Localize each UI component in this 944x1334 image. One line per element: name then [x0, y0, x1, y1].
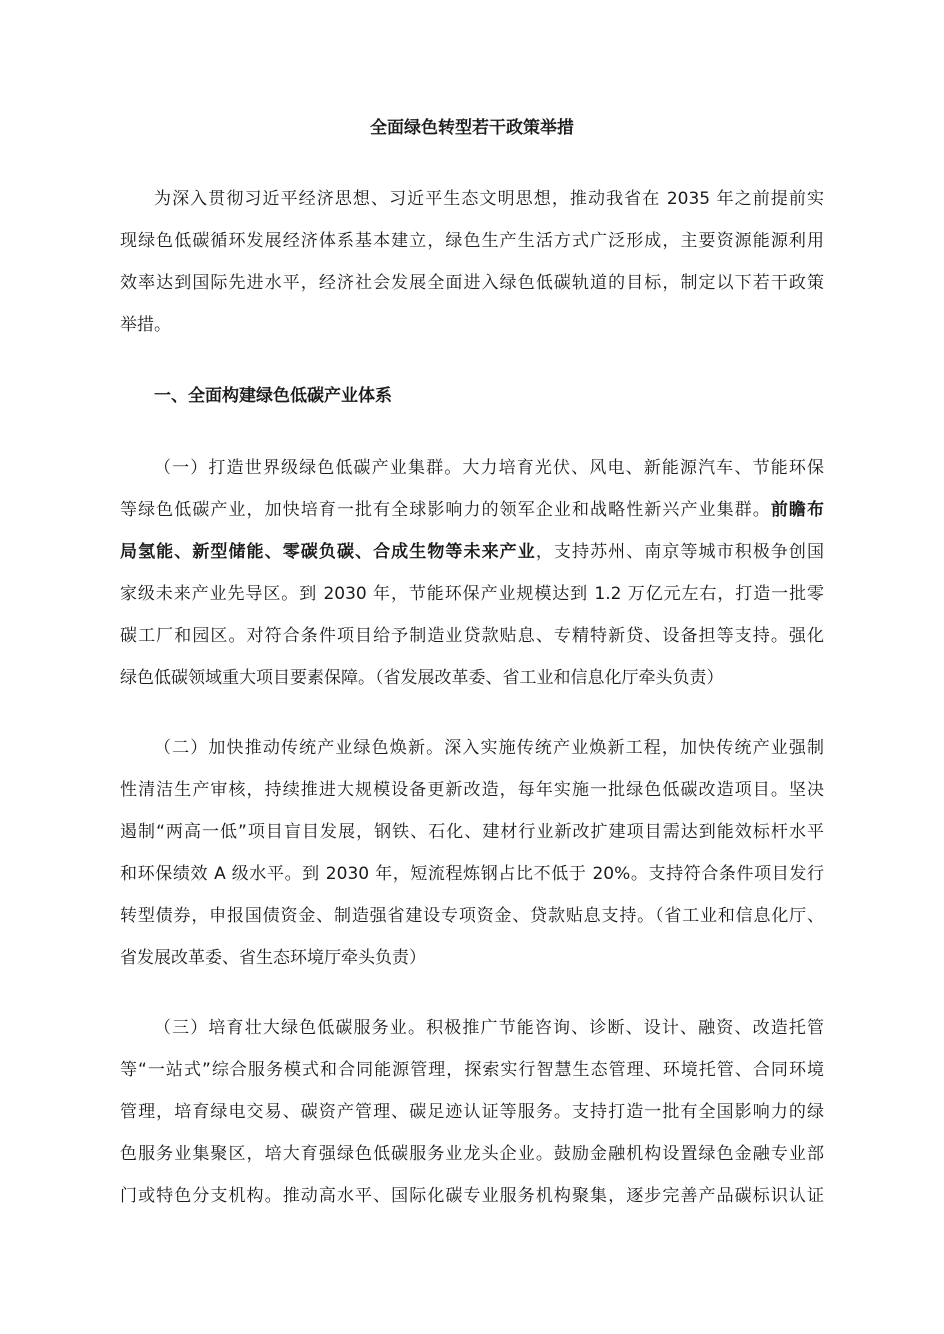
item2-line: 转型债券，申报国债资金、制造强省建设专项资金、贷款贴息支持。（省工业和信息化厅、 — [120, 906, 824, 926]
item1-line: 家级未来产业先导区。到 2030 年，节能环保产业规模达到 1.2 万亿元左右，打造一批零 — [120, 584, 824, 604]
item1-line — [120, 498, 824, 522]
intro-line: 效率达到国际先进水平，经济社会发展全面进入绿色低碳轨道的目标，制定以下若干政策 — [120, 273, 824, 293]
item3-line: 色服务业集聚区，培大育强绿色低碳服务业龙头企业。鼓励金融机构设置绿色金融专业部 — [120, 1144, 824, 1164]
item1-bold-text: 局氢能、新型储能、零碳负碳、合成生物等未来产业 — [120, 542, 536, 562]
item1-line: （一）打造世界级绿色低碳产业集群。大力培育光伏、风电、新能源汽车、节能环保 — [154, 458, 824, 478]
document-title: 全面绿色转型若干政策举措 — [370, 118, 574, 138]
item1-text: 等绿色低碳产业，加快培育一批有全球影响力的领军企业和战略性新兴产业集群。 — [120, 500, 771, 520]
intro-line: 为深入贯彻习近平经济思想、习近平生态文明思想，推动我省在 2035 年之前提前实 — [154, 189, 824, 209]
item1-line — [120, 540, 824, 564]
item1-line: 碳工厂和园区。对符合条件项目给予制造业贷款贴息、专精特新贷、设备担等支持。强化 — [120, 626, 824, 646]
section-heading: 一、全面构建绿色低碳产业体系 — [154, 386, 392, 406]
item2-line: 和环保绩效 A 级水平。到 2030 年，短流程炼钢占比不低于 20%。支持符合条件项目发行 — [120, 864, 824, 884]
intro-line: 现绿色低碳循环发展经济体系基本建立，绿色生产生活方式广泛形成，主要资源能源利用 — [120, 231, 824, 251]
item1-bold-text: 前瞻布 — [770, 500, 825, 520]
item1-text: ，支持苏州、南京等城市积极争创国 — [535, 542, 825, 562]
item2-line: 遏制“两高一低”项目盲目发展，钢铁、石化、建材行业新改扩建项目需达到能效标杆水平 — [120, 822, 824, 842]
item1-line: 绿色低碳领域重大项目要素保障。（省发展改革委、省工业和信息化厅牵头负责） — [120, 668, 724, 688]
item2-line: 省发展改革委、省生态环境厅牵头负责） — [120, 948, 426, 968]
item3-line: 等“一站式”综合服务模式和合同能源管理，探索实行智慧生态管理、环境托管、合同环境 — [120, 1060, 824, 1080]
item3-line: （三）培育壮大绿色低碳服务业。积极推广节能咨询、诊断、设计、融资、改造托管 — [154, 1018, 824, 1038]
item3-line: 门或特色分支机构。推动高水平、国际化碳专业服务机构聚集，逐步完善产品碳标识认证 — [120, 1186, 824, 1206]
intro-line: 举措。 — [120, 315, 171, 335]
item2-line: 性清洁生产审核，持续推进大规模设备更新改造，每年实施一批绿色低碳改造项目。坚决 — [120, 780, 824, 800]
item2-line: （二）加快推动传统产业绿色焕新。深入实施传统产业焕新工程，加快传统产业强制 — [154, 738, 824, 758]
item3-line: 管理，培育绿电交易、碳资产管理、碳足迹认证等服务。支持打造一批有全国影响力的绿 — [120, 1102, 824, 1122]
